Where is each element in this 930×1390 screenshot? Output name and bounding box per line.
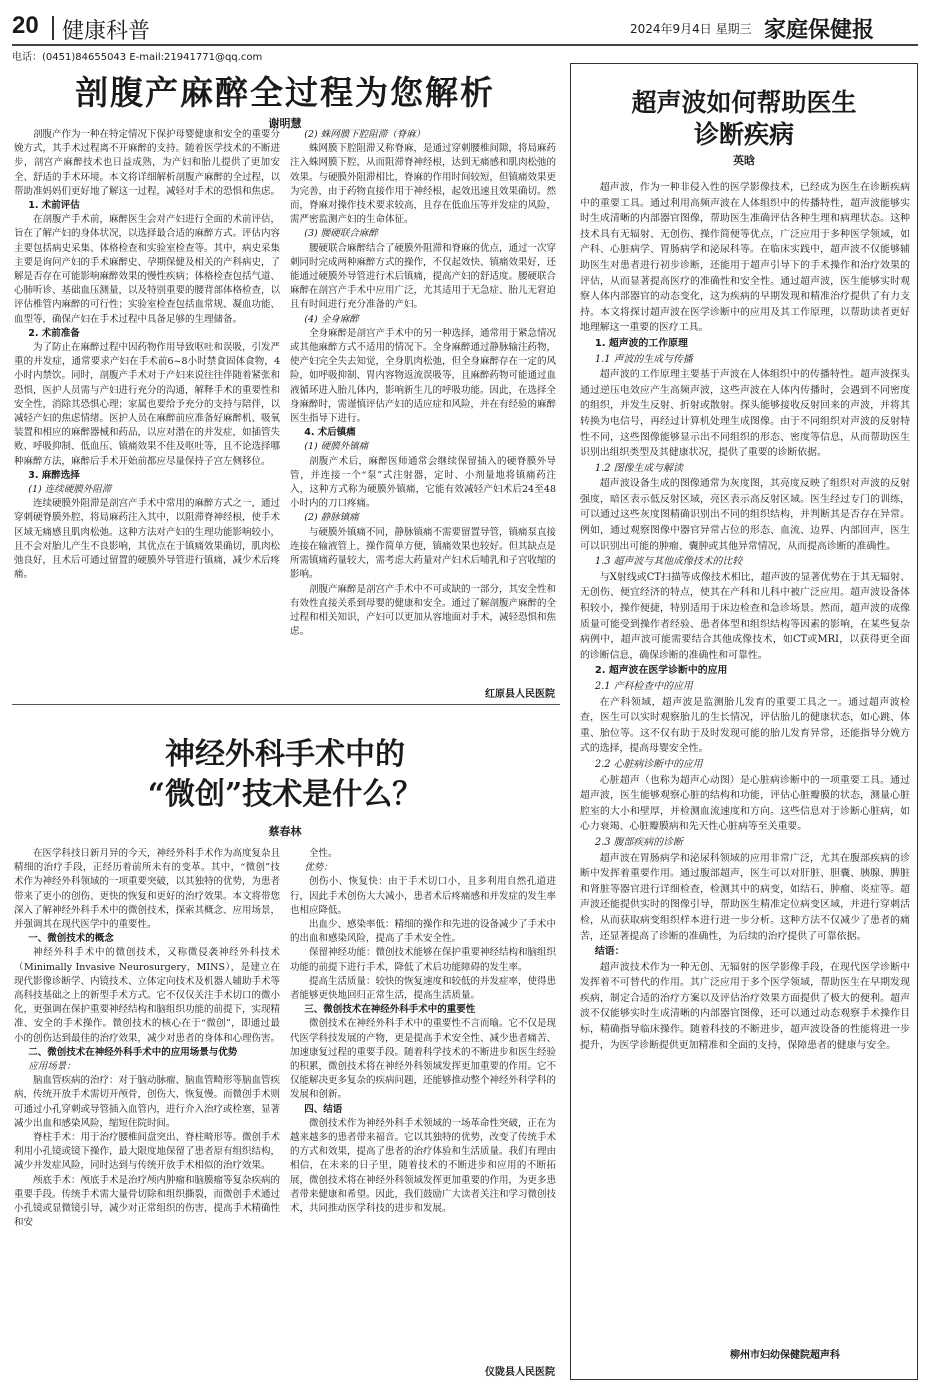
paragraph: 超声波技术作为一种无创、无辐射的医学影像手段，在现代医学诊断中发挥着不可替代的作用。其广泛应用于多个医学领域，帮助医生在早期发现疾病，制定合适的治疗方案以及评估治疗效果方面提供了极大的便利。超声波不仅能够实时生成清晰的内部器官图像，还可以通过动态观察手术操作目标，精确指导临床操作。随着科技的不断进步，超声波设备的性能将进一步提升，为医学诊断提供更加精准和全面的支持，保障患者的健康与安全。 xyxy=(580,961,910,1051)
subsection-heading: (2) 静脉镇痛 xyxy=(304,512,359,524)
article3-source: 柳州市妇幼保健院超声科 xyxy=(730,1350,840,1361)
paragraph: 与硬膜外镇痛不同，静脉镇痛不需要留置导管，镇痛泵直接连接在输液管上，操作简单方便，镇痛效果也较好。但其缺点是所需镇痛药量较大，需考虑大药量对产妇术后哺乳和子宫收缩的影响。 xyxy=(290,526,556,581)
paragraph: 微创技术作为神经外科手术领域的一场革命性突破，正在为越来越多的患者带来福音。它以其独特的优势，改变了传统手术的方式和效果，提高了患者的治疗体验和生活质量。我们有理由相信，在未来的日子里，随着技术的不断进步和应用的不断拓展，微创技术将在神经外科领域发挥更加重要的作用，为更多患者带来健康和希望。因此，我们鼓励广大读者关注和学习微创技术，共同推动医学科技的进步和发展。 xyxy=(290,1117,556,1215)
subsection-heading: 优势： xyxy=(304,862,333,874)
paper-name: 家庭保健报 xyxy=(764,17,875,43)
paragraph: 超声波，作为一种非侵入性的医学影像技术，已经成为医生在诊断疾病中的重要工具。通过利用高频声波在人体组织中的传播特性，超声波能够实时生成清晰的内部器官图像，帮助医生准确评估各种生理和病理状态。这种技术具有无辐射、无创伤、操作简便等优点，广泛应用于多种医学领域，如产科、心脏病学、胃肠病学和泌尿科等。在临床实践中，超声波不仅能够辅助医生对患者进行初步诊断，还能用于超声引导下的手术操作和治疗效果的评估，从而显著提高医疗的准确性和安全性。通过超声波，医生能够实时观察人体内部器官的动态变化，这为疾病的早期发现和精准治疗提供了有力支持。本文将探讨超声波在医学诊断中的应用及其工作原理，以帮助读者更好地理解这一重要的医疗工具。 xyxy=(580,182,910,334)
header-divider xyxy=(52,16,54,40)
paragraph: 微创技术在神经外科手术中的重要性不言而喻。它不仅是现代医学科技发展的产物，更是提高手术安全性、减少患者痛苦、加速康复过程的重要手段。随着科学技术的不断进步和医生经验的积累，微创技术将在神经外科领域发挥更加重要的作用。它不仅能解决更多复杂的疾病问题，还能够推动整个神经外科学科的发展和创新。 xyxy=(290,1018,556,1101)
article1-author: 谢明慧 xyxy=(268,117,302,130)
subsection-heading: 2.2 心脏病诊断中的应用 xyxy=(594,758,703,770)
section-heading: 结语： xyxy=(594,946,625,958)
subsection-heading: (3) 腰硬联合麻醉 xyxy=(304,228,378,240)
article3-title-line1: 超声波如何帮助医生 xyxy=(631,88,857,117)
paragraph: 在医学科技日新月异的今天，神经外科手术作为高度复杂且精细的治疗手段，正经历着前所未有的变革。其中，“微创”技术作为神经外科领域的一项重要突破，以其独特的优势，为患者带来了更小的创伤、更快的恢复和更好的治疗效果。本文将带您深入了解神经外科手术中的微创技术，探索其概念、应用场景，并强调其在现代医学中的重要性。 xyxy=(14,848,280,931)
page-number: 20 xyxy=(12,12,39,39)
paragraph: 剖腹产术后，麻醉医师通常会继续保留插入的硬脊膜外导管，并连接一个“泵”式注射器，定时、小剂量地将镇痛药注入，这种方式称为硬膜外镇痛，它能有效减轻产妇术后24至48小时内的刀口疼痛。 xyxy=(290,455,556,510)
paragraph: 心脏超声（也称为超声心动图）是心脏病诊断中的一项重要工具。通过超声波，医生能够观察心脏的结构和功能，评估心脏瓣膜的状态，测量心脏腔室的大小和壁厚，并检测血流速度和方向。这些信息对于诊断心脏病，如心力衰竭、心脏瓣膜病和先天性心脏病等至关重要。 xyxy=(580,774,910,833)
section-title: 健康科普 xyxy=(62,19,151,44)
subsection-heading: 1.1 声波的生成与传播 xyxy=(594,353,693,365)
paragraph: 超声波的工作原理主要基于声波在人体组织中的传播特性。超声波探头通过逆压电效应产生高频声波，这些声波在人体内传播时，会遇到不同密度的组织，并发生反射、折射或散射。探头能够接收反射回来的声波，并将其转换为电信号，再经过计算机处理生成图像。由于不同组织对声波的反射特性不同，这些图像能够显示出不同组织的形态、密度等信息，从而帮助医生识别出组织类型及其健康状况，提供了重要的诊断依据。 xyxy=(580,369,910,459)
paragraph: 出血少、感染率低：精细的操作和先进的设备减少了手术中的出血和感染风险，提高了手术安全性。 xyxy=(290,919,556,945)
subsection-heading: 应用场景： xyxy=(28,1061,76,1073)
article1-column-2 xyxy=(290,128,556,683)
paragraph: 神经外科手术中的微创技术，又称微侵袭神经外科技术（Minimally Invasive Neurosurgery，MINS），是建立在现代影像诊断学、内镜技术、立体定向技术及机器人辅助手术等高科技基础之上的新型手术方式。它不仅仅关注手术切口的微小化，更强调在保护重要神经结构和脑组织功能的前提下，实现精准、安全的手术操作。微创技术的核心在于“微创”，即通过最小的创伤达到最佳的治疗效果，减少对患者的身体和心理伤害。 xyxy=(14,947,280,1044)
section-heading: 4. 术后镇痛 xyxy=(304,427,356,439)
article-divider xyxy=(12,704,560,705)
paragraph: 腰硬联合麻醉结合了硬膜外阻滞和脊麻的优点，通过一次穿刺同时完成两种麻醉方式的操作，不仅起效快、镇痛效果好，还能通过硬膜外导管进行术后镇痛，提高产妇的舒适度。腰硬联合麻醉在剖宫产手术中应用广泛，尤其适用于无急症、胎儿无窘迫且有时间进行充分准备的产妇。 xyxy=(290,242,556,311)
section-heading: 2. 超声波在医学诊断中的应用 xyxy=(594,665,728,677)
section-heading: 1. 超声波的工作原理 xyxy=(594,337,688,349)
paragraph: 蛛网膜下腔阻滞又称脊麻，是通过穿刺腰椎间隙，将局麻药注入蛛网膜下腔，从而阻滞脊神经根，达到无痛感和肌肉松弛的效果。与硬膜外阻滞相比，脊麻的作用时间较短，但镇痛效果更为完善，由于药物直接作用于神经根，起效迅速且效果确切。然而，脊麻对操作技术要求较高，且存在低血压等并发症的风险，需严密监测产妇的生命体征。 xyxy=(290,143,556,226)
subsection-heading: 1.3 超声波与其他成像技术的比较 xyxy=(594,556,743,568)
paragraph: 超声波在胃肠病学和泌尿科领域的应用非常广泛，尤其在腹部疾病的诊断中发挥着重要作用。通过腹部超声，医生可以对肝脏、胆囊、胰腺、脾脏和肾脏等器官进行详细检查，检测其中的病变，如结石、肿瘤、炎症等。超声波还能提供实时的图像引导，帮助医生精准定位病变区域，并进行穿刺活检，从而获取病变组织样本进行进一步分析。这种方法不仅减少了患者的痛苦，还显著提高了诊断的准确性，为后续的治疗提供了可靠依据。 xyxy=(580,852,910,942)
paragraph: 剖腹产作为一种在特定情况下保护母婴健康和安全的重要分娩方式，其手术过程离不开麻醉的支持。随着医学技术的不断进步，剖宫产麻醉技术也日益成熟，为产妇和胎儿提供了更加安全、舒适的手术环境。本文将详细解析剖腹产麻醉的全过程，以帮助准妈妈们更好地了解这一过程，减轻对手术的恐惧和焦虑。 xyxy=(14,129,280,197)
section-heading: 三、微创技术在神经外科手术中的重要性 xyxy=(304,1004,476,1016)
contact-line: 电话：(0451)84655043 E-mail:21941771@qq.com xyxy=(12,52,263,63)
subsection-heading: 2.1 产科检查中的应用 xyxy=(594,681,693,692)
article2-column-1 xyxy=(14,847,280,1380)
section-heading: 1. 术前评估 xyxy=(28,200,80,212)
article3-title-line2: 诊断疾病 xyxy=(693,120,794,149)
paragraph: 连续硬膜外阻滞是剖宫产手术中常用的麻醉方式之一，通过穿刺硬脊膜外腔，将局麻药注入其中，以阻滞脊神经根，使手术区域无痛感且肌肉松弛。这种方法对产妇的生理功能影响较小，且不会对胎儿产生不良影响，其优点在于镇痛效果确切，肌肉松弛良好，且术后可通过留置的硬膜外导管进行镇痛，减少术后疼痛。 xyxy=(14,498,280,581)
paragraph: 提高生活质量：较快的恢复速度和较低的并发症率，使得患者能够更快地回归正常生活，提高生活质量。 xyxy=(290,975,556,1002)
article1-title: 剖腹产麻醉全过程为您解析 xyxy=(75,73,495,112)
section-heading: 2. 术前准备 xyxy=(28,327,80,339)
article3-column xyxy=(580,180,910,1342)
issue-date: 2024年9月4日 星期三 xyxy=(630,22,752,36)
paragraph: 全性。 xyxy=(309,848,338,859)
header-rule xyxy=(12,44,918,46)
paragraph: 为了防止在麻醉过程中因药物作用导致呕吐和误吸，引发严重的并发症，通常要求产妇在手术前6~8小时禁食固体食物，4小时内禁饮。同时，剖腹产手术对于产妇来说往往伴随着紧张和恐惧，医护人员需与产妇进行充分的沟通，解释手术的重要性和安全性，消除其恐惧心理；家属也要给予充分的支持与陪伴，以减轻产妇的焦虑情绪。医护人员在麻醉前应准备好麻醉机、吸氧装置和相应的麻醉器械和药品，以应对潜在的并发症，如插管失败、呼吸抑制、低血压、镇痛效果不佳及呕吐等，且不论选择哪种麻醉方法，麻醉后手术开始前都应尽量保持子宫左侧移位。 xyxy=(14,342,280,467)
paragraph: 超声波设备生成的图像通常为灰度图，其亮度反映了组织对声波的反射强度，暗区表示低反射区域，亮区表示高反射区域。医生经过专门的训练，可以通过这些灰度图精确识别出不同的组织结构，并判断其是否存在异常。例如，通过观察图像中器官异常占位的形态、血流、边界、内部回声，医生可以识别出可能的肿瘤、囊肿或其他异常情况，从而提高诊断的准确性。 xyxy=(580,478,910,552)
article3-author: 英晗 xyxy=(733,154,755,167)
subsection-heading: (2) 蛛网膜下腔阻滞（脊麻） xyxy=(304,129,426,140)
article2-author: 蔡春林 xyxy=(268,825,302,838)
section-heading: 四、结语 xyxy=(304,1103,343,1115)
section-heading: 3. 麻醉选择 xyxy=(28,469,80,481)
article2-title-line1: 神经外科手术中的 xyxy=(165,737,405,772)
paragraph: 与X射线或CT扫描等成像技术相比，超声波的显著优势在于其无辐射、无创伤、便宜经济的特点，使其在产科和儿科中被广泛应用。超声波设备体积较小，操作便捷，特别适用于床边检查和急诊场景。然而，超声波的成像质量可能受到操作者经验、患者体型和组织结构等因素的影响，在某些复杂病例中，超声波可能需要结合其他成像技术，如CT或MRI，以获得更全面的诊断信息，确保诊断的准确性和可靠性。 xyxy=(580,571,910,661)
section-heading: 一、微创技术的概念 xyxy=(28,933,114,945)
paragraph: 在剖腹产手术前，麻醉医生会对产妇进行全面的术前评估，旨在了解产妇的身体状况，以选择最合适的麻醉方式。评估内容主要包括病史采集、体格检查和实验室检查等。其中，病史采集主要是询问产妇的手术麻醉史、孕期保健及相关的产科病史，了解是否存在可能影响麻醉效果的慢性疾病；体格检查包括气道、心肺听诊、基础血压测量，以及特别重要的腰背部体格检查，以评估椎管内麻醉的可行性；实验室检查包括血常规、凝血功能、血型等，确保产妇在手术过程中具备足够的生理储备。 xyxy=(14,214,280,325)
paragraph: 剖腹产麻醉是剖宫产手术中不可或缺的一部分，其安全性和有效性直接关系到母婴的健康和安全。通过了解剖腹产麻醉的全过程和相关知识，产妇可以更加从容地面对手术，减轻恐惧和焦虑。 xyxy=(290,583,556,638)
article2-column-2 xyxy=(290,847,556,1362)
article1-source: 红原县人民医院 xyxy=(485,689,555,700)
paragraph: 全身麻醉是剖宫产手术中的另一种选择，通常用于紧急情况或其他麻醉方式不适用的情况下。全身麻醉通过静脉输注药物，使产妇完全失去知觉，全身肌肉松弛，但全身麻醉存在一定的风险，如呼吸抑制、胃内容物返流误吸等，且麻醉药物可能通过血液循环进入胎儿体内，影响新生儿的呼吸功能。因此，在选择全身麻醉时，需谨慎评估产妇的适应症和风险，并在有经验的麻醉医生指导下进行。 xyxy=(290,327,556,425)
paragraph: 脑血管疾病的治疗：对于脑动脉瘤、脑血管畸形等脑血管疾病，传统开放手术需切开颅骨，创伤大、恢复慢。而微创手术则可通过小孔穿刺或导管插入血管内，进行介入治疗或栓塞，显著减少出血和感染风险，缩短住院时间。 xyxy=(14,1075,280,1129)
article1-column-1 xyxy=(14,128,280,698)
subsection-heading: (4) 全身麻醉 xyxy=(304,313,359,325)
paragraph: 在产科领域，超声波是监测胎儿发育的重要工具之一。通过超声波检查，医生可以实时观察胎儿的生长情况，评估胎儿的健康状态，如心跳、体重、胎位等。这不仅有助于及时发现可能的胎儿发育异常，还能指导分娩方式的选择，提高母婴安全性。 xyxy=(580,696,910,755)
subsection-heading: (1) 硬膜外镇痛 xyxy=(304,441,369,453)
paragraph: 创伤小、恢复快：由于手术切口小，且多利用自然孔道进行，因此手术创伤大大减小，患者术后疼痛感和并发症的发生率也相应降低。 xyxy=(290,876,556,916)
article2-title-line2: “微创”技术是什么？ xyxy=(147,777,423,812)
paragraph: 颅底手术：颅底手术是治疗颅内肿瘤和脑膜瘤等复杂疾病的重要手段。传统手术需大量骨切除和组织撕裂，而微创手术通过小孔镜或显微镜引导，减少对正常组织的伤害，提高手术精确性和安 xyxy=(14,1174,280,1229)
paragraph: 脊柱手术：用于治疗腰椎间盘突出、脊柱畸形等。微创手术利用小孔镜或镜下操作，最大限度地保留了患者原有组织结构，减少并发症风险，同时达到与传统开放手术相似的治疗效果。 xyxy=(14,1132,280,1172)
subsection-heading: 1.2 图像生成与解读 xyxy=(594,462,683,474)
article2-source: 仪陇县人民医院 xyxy=(485,1367,555,1378)
paragraph: 保留神经功能：微创技术能够在保护重要神经结构和脑组织功能的前提下进行手术，降低了术后功能障碍的发生率。 xyxy=(290,947,556,973)
subsection-heading: 2.3 腹部疾病的诊断 xyxy=(594,836,683,848)
page-header xyxy=(12,10,918,46)
section-heading: 二、微创技术在神经外科手术中的应用场景与优势 xyxy=(28,1046,238,1058)
subsection-heading: (1) 连续硬膜外阻滞 xyxy=(28,484,112,496)
